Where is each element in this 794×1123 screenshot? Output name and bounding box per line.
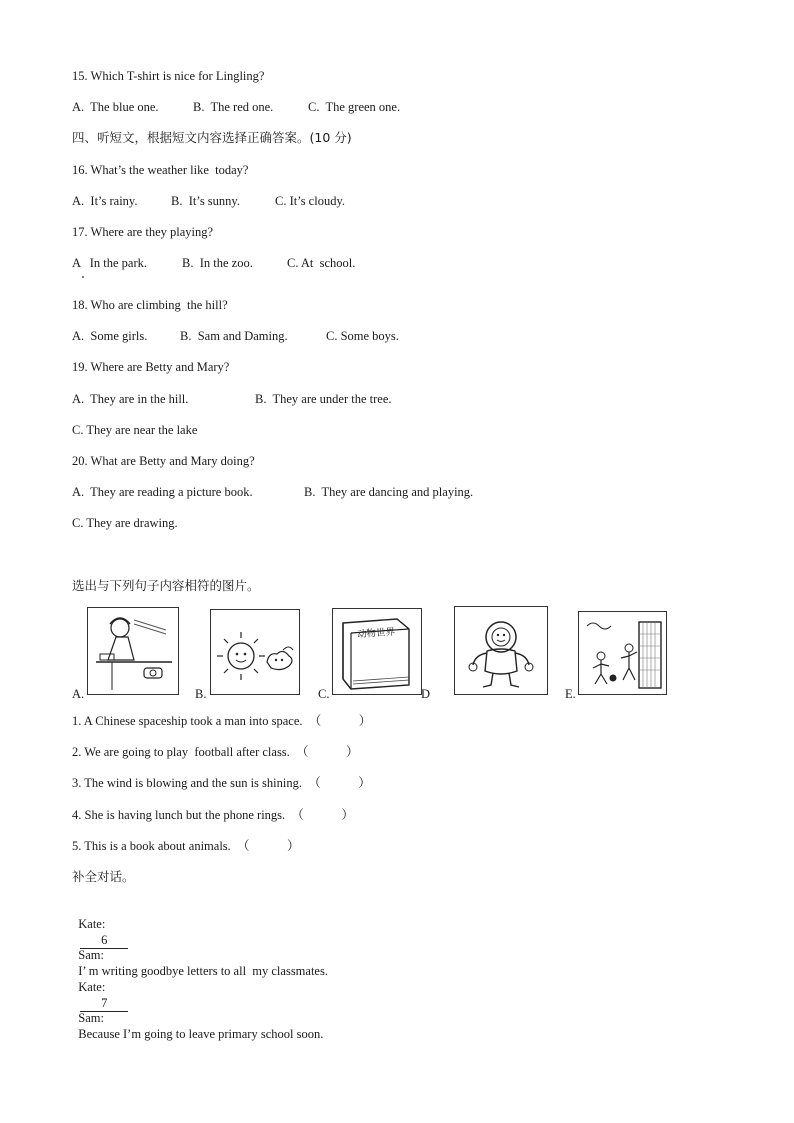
q20-option-a: A. They are reading a picture book.: [72, 485, 253, 499]
speaker-kate: Kate:: [78, 917, 106, 931]
picture-d-astronaut: [454, 606, 548, 695]
picture-label-b: B.: [195, 687, 207, 701]
q20-question: 20. What are Betty and Mary doing?: [72, 454, 255, 468]
q16-option-b: B. It’s sunny.: [171, 194, 240, 208]
q17-option-b: B. In the zoo.: [182, 256, 253, 270]
picture-e-football: [578, 611, 667, 695]
q17-option-c: C. At school.: [287, 256, 356, 270]
q18-question: 18. Who are climbing the hill?: [72, 298, 228, 312]
dialogue-heading: 补全对话。: [72, 869, 135, 884]
astronaut-drawing: [455, 607, 546, 693]
speaker-sam: Sam:: [78, 948, 104, 962]
q19-option-b: B. They are under the tree.: [255, 392, 392, 406]
q16-option-a: A. It’s rainy.: [72, 194, 138, 208]
q19-question: 19. Where are Betty and Mary?: [72, 360, 230, 374]
q18-option-c: C. Some boys.: [326, 329, 399, 343]
book-drawing: [333, 609, 420, 693]
q17-option-a: A In the park.: [72, 256, 147, 270]
q17-question: 17. Where are they playing?: [72, 225, 214, 239]
picture-b-sun-wind: [210, 609, 300, 695]
match-sentence-4: 4. She is having lunch but the phone rings. （ ）: [72, 808, 354, 822]
q16-question: 16. What’s the weather like today?: [72, 163, 249, 177]
q18-option-a: A. Some girls.: [72, 329, 148, 343]
q19-option-c: C. They are near the lake: [72, 423, 198, 437]
dialogue-line-4: [72, 994, 323, 1042]
picture-a-girl-phone: [87, 607, 179, 695]
q20-option-c: C. They are drawing.: [72, 516, 178, 530]
q16-option-c: C. It’s cloudy.: [275, 194, 346, 208]
q18-option-b: B. Sam and Daming.: [180, 329, 288, 343]
q20-option-b: B. They are dancing and playing.: [304, 485, 474, 499]
match-sentence-5: 5. This is a book about animals. （ ）: [72, 839, 300, 853]
match-sentence-2: 2. We are going to play football after class. （ ）: [72, 745, 359, 759]
picture-label-e: E.: [565, 687, 576, 701]
answer-blank-6[interactable]: 6: [80, 932, 128, 949]
q19-option-a: A. They are in the hill.: [72, 392, 189, 406]
sun-wind-drawing: [211, 610, 298, 693]
dialogue-text: Because I’m going to leave primary school soon.: [78, 1027, 324, 1041]
speaker-kate: Kate:: [78, 980, 106, 994]
picture-label-c: C.: [318, 687, 330, 701]
picture-label-a: A.: [72, 687, 85, 701]
answer-blank-7[interactable]: 7: [80, 995, 128, 1012]
picture-label-d: D: [421, 687, 431, 701]
dialogue-text: I’ m writing goodbye letters to all my classmates.: [78, 964, 328, 978]
picture-section-heading: 选出与下列句子内容相符的图片。: [72, 578, 260, 593]
girl-phone-drawing: [88, 608, 177, 693]
stray-dot: [82, 276, 84, 278]
q15-option-c: C. The green one.: [308, 100, 401, 114]
speaker-sam: Sam:: [78, 1011, 104, 1025]
q15-question: 15. Which T-shirt is nice for Lingling?: [72, 69, 265, 83]
match-sentence-1: 1. A Chinese spaceship took a man into space. （ ）: [72, 714, 372, 728]
match-sentence-3: 3. The wind is blowing and the sun is shining. （ ）: [72, 776, 371, 790]
q15-option-a: A. The blue one.: [72, 100, 159, 114]
picture-c-animal-book: [332, 608, 422, 695]
q15-option-b: B. The red one.: [193, 100, 274, 114]
section-4-heading: 四、听短文，根据短文内容选择正确答案。(10 分): [72, 130, 352, 145]
book-title: 动物世界: [356, 626, 396, 641]
football-drawing: [579, 612, 665, 693]
